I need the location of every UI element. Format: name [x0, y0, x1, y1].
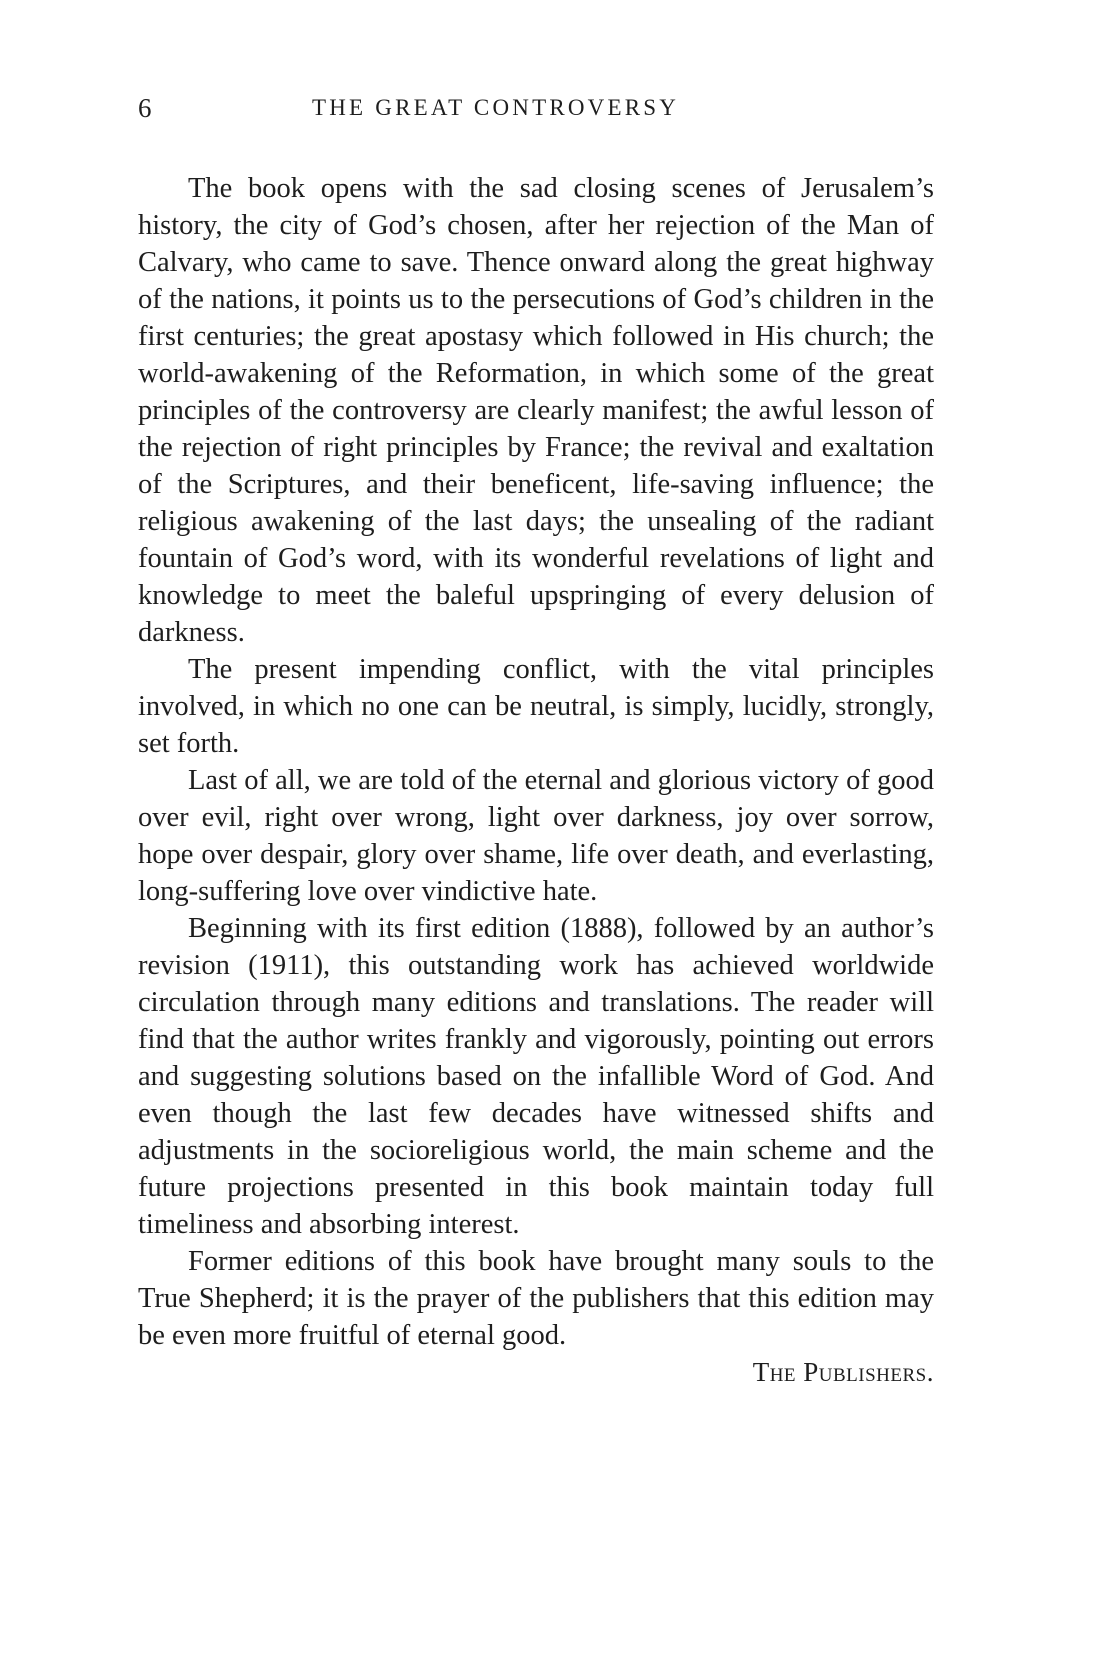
page-number: 6 [138, 93, 152, 123]
running-header [138, 88, 938, 128]
paragraph: The book opens with the sad closing scenes of Jerusalem’s history, the city of God’s chosen, after her rejection of the Man of Calvary, who came to save. Thence onward along the great highway of the nations, it points us to the persecutions of God’s children in the first centuries; the great apostasy which followed in His church; the world-awakening of the Reformation, in which some of the great principles of the controversy are clearly manifest; the awful lesson of the rejection of right principles by France; the revival and exaltation of the Scriptures, and their beneficent, life-saving influence; the religious awakening of the last days; the unsealing of the radiant fountain of God’s word, with its wonderful revelations of light and knowledge to meet the baleful upspringing of every delusion of darkness. [138, 173, 934, 648]
signature: The Publishers. [752, 1357, 934, 1387]
running-title: THE GREAT CONTROVERSY [312, 95, 680, 120]
paragraph: Former editions of this book have brought many souls to the True Shepherd; it is the prayer of the publishers that this edition may be even more fruitful of eternal good. [138, 1246, 934, 1351]
paragraph: The present impending conflict, with the vital principles involved, in which no one can be neutral, is simply, lucidly, strongly, set forth. [138, 654, 934, 759]
paragraph: Beginning with its first edition (1888), followed by an author’s revision (1911), this outstanding work has achieved worldwide circulation through many editions and translations. The reader will find that the author writes frankly and vigorously, pointing out errors and suggesting solutions based on the infallible Word of God. And even though the last few decades have witnessed shifts and adjustments in the socioreligious world, the main scheme and the future projections presented in this book maintain today full timeliness and absorbing interest. [138, 913, 934, 1240]
paragraph: Last of all, we are told of the eternal and glorious victory of good over evil, right over wrong, light over darkness, joy over sorrow, hope over despair, glory over shame, life over death, and everlasting, long-suffering love over vindictive hate. [138, 765, 934, 907]
body-text [138, 170, 934, 1391]
